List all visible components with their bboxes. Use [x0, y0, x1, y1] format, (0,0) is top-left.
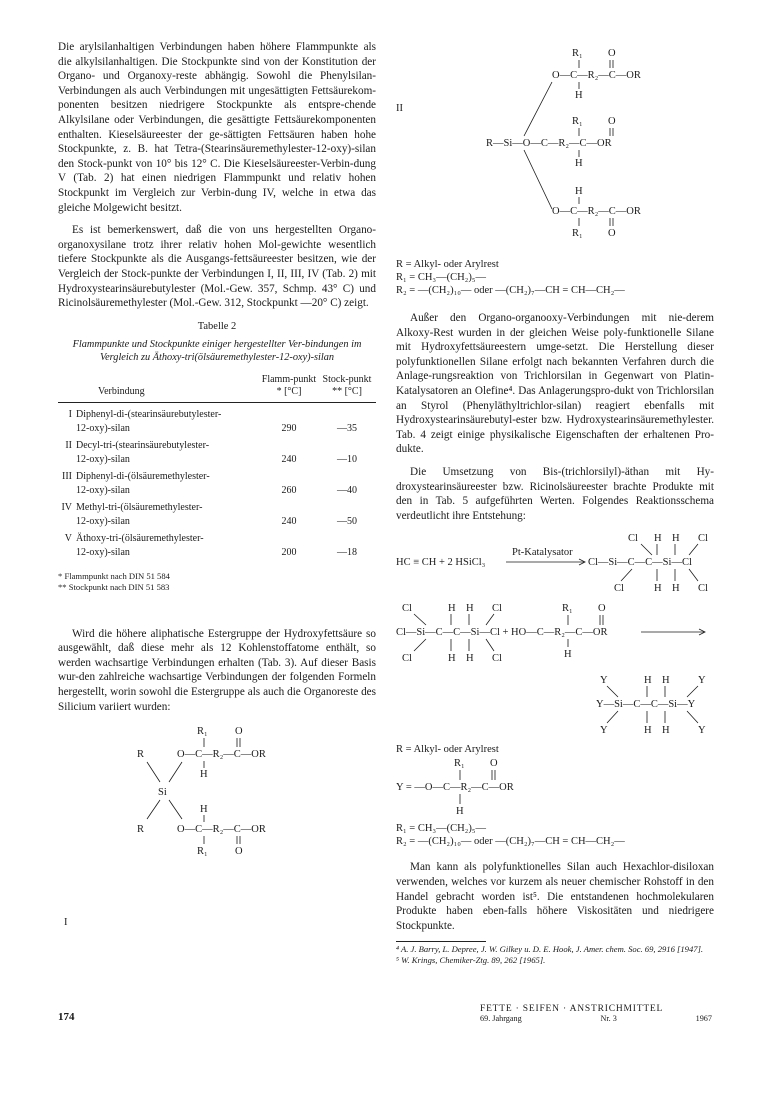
journal-date: 1967	[695, 1014, 712, 1023]
compound-number: I	[68, 408, 72, 420]
svg-text:O: O	[608, 48, 616, 59]
pour-point: —35	[337, 423, 357, 435]
svg-text:Y—Si—C—C—Si—Y: Y—Si—C—C—Si—Y	[596, 699, 696, 711]
svg-text:Cl: Cl	[492, 653, 502, 665]
compound-name: II Decyl-tri-(stearinsäurebutylester-	[58, 437, 260, 454]
substituent-legend	[396, 822, 714, 848]
footnote: ** Stockpunkt nach DIN 51 583	[58, 581, 170, 592]
compound-number: III	[62, 470, 72, 482]
svg-text:O—C—R₂—C—OR: O—C—R₂—C—OR	[552, 206, 641, 217]
svg-text:H: H	[672, 533, 680, 545]
left-column	[58, 40, 376, 872]
paragraph: Die Umsetzung von Bis-(trichlorsilyl)-äthan mit Hy-droxystearinsäureester bzw. Ricinolsäureester brachte Produkte mit den in Tab. 5 aufgeführten Werten. Folgendes Reaktionsschema verdeutlicht ihre Entstehung:	[396, 465, 714, 522]
journal-footer	[480, 1004, 712, 1023]
product-y	[396, 673, 714, 739]
atom-label: R₁	[197, 846, 208, 858]
svg-text:R₁: R₁	[562, 603, 573, 615]
pour-point: —50	[337, 516, 357, 528]
svg-text:H: H	[654, 533, 662, 545]
legend-line: R₂ = —(CH₂)₁₀— oder —(CH₂)₇—CH = CH—CH₂—	[396, 285, 625, 296]
flash-point: 290	[281, 423, 297, 435]
journal-title: FETTE · SEIFEN · ANSTRICHMITTEL	[480, 1004, 664, 1014]
svg-text:R₁: R₁	[454, 758, 465, 770]
svg-text:Y: Y	[600, 725, 608, 737]
table-row	[58, 453, 376, 468]
svg-text:Y: Y	[600, 675, 608, 687]
svg-text:Cl: Cl	[698, 533, 708, 545]
paragraph: Es ist bemerkenswert, daß die von uns hergestellten Organo-organoxysilane trotz ihrer relativ hohen Mol-gewichte wesentlich tiefere Stockpunkte als die Ausgangs-fettsäureester besitzen, wie der Vergleich der Stock-punkte der Verbindungen I, II, III, IV (Tab. 2) mit Hydroxystearinsäurebutylester (Mol.-Gew. 357, Schmp. 43° C) und Ricinolsäuremethylester (Mol.-Gew. 312, Stockpunkt —20° C) zeigt.	[58, 224, 376, 310]
col-header-flash: Flamm-punkt * [°C]	[261, 373, 317, 397]
compound-number: V	[64, 532, 72, 544]
svg-text:H: H	[654, 583, 662, 595]
svg-text:O: O	[608, 228, 616, 239]
reaction-step-2	[396, 601, 714, 673]
paragraph: Außer den Organo-organooxy-Verbindungen mit nie-derem Alkoxy-Rest wurden in der gleichen Weise poly-funktionelle Silane mit Hydroxyfettsäureestern umge-setzt. Die Herstellung dieser polyfunktionellen Silane erfolgt nach bekannten Verfahren durch die Anlage-rungsreaktion von Trichlorsilan in Gegenwart von Platin-Katalysatoren an Olefine⁴. Das Anlagerungspro-dukt von Trichlorsilan an Styrol (Phenyläthyltrichlor-silan) reagiert ebenfalls mit Hydroxystearinsäurebutyl-ester bzw. Hydroxystearinsäuremethylester. Tab. 4 zeigt einige physikalische Eigenschaften der erhaltenen Pro-dukte.	[396, 312, 714, 456]
reference: ⁴ A. J. Barry, L. Depree, J. W. Gilkey u. D. E. Hook, J. Amer. chem. Soc. 69, 2916 [1947].	[396, 944, 704, 955]
pour-point: —40	[337, 485, 357, 497]
substituent-legend	[396, 258, 714, 297]
svg-text:H: H	[575, 186, 583, 197]
legend-line: R₁ = CH₃—(CH₂)₅—	[396, 823, 486, 835]
svg-text:H: H	[564, 649, 572, 661]
table-row	[58, 499, 376, 516]
atom-label: Si	[158, 787, 167, 799]
data-table	[58, 372, 376, 561]
atom-label: R₁	[197, 726, 208, 738]
table-footnotes	[58, 571, 376, 593]
table-row	[58, 546, 376, 561]
table-title: Tabelle 2	[197, 320, 237, 332]
formula-label-i: I	[64, 917, 68, 928]
flash-point: 240	[281, 516, 297, 528]
svg-text:O: O	[490, 758, 498, 770]
table-row	[58, 468, 376, 485]
svg-text:O: O	[608, 116, 616, 127]
right-column	[396, 44, 714, 966]
compound-name: 12-oxy)-silan	[76, 516, 130, 528]
atom-label: R	[137, 824, 145, 836]
compound-name: 12-oxy)-silan	[76, 547, 130, 559]
legend-line: R₂ = —(CH₂)₁₀— oder —(CH₂)₇—CH = CH—CH₂—	[396, 836, 625, 848]
atom-label: O	[235, 726, 243, 738]
atom-label: H	[200, 804, 208, 816]
svg-text:Y: Y	[698, 725, 706, 737]
col-header-compound: Verbindung	[98, 385, 145, 397]
atom-label: H	[200, 769, 208, 781]
svg-text:Cl: Cl	[628, 533, 638, 545]
compound-name: 12-oxy)-silan	[76, 423, 130, 435]
svg-text:H: H	[662, 675, 670, 687]
formula-ii	[456, 44, 706, 256]
journal-issue: Nr. 3	[600, 1014, 617, 1023]
col-header-pour: Stock-punkt ** [°C]	[322, 373, 372, 397]
atom-label: O	[235, 846, 243, 858]
svg-text:Cl—Si—C—C—Si—Cl + HO—C—R₂—C—OR: Cl—Si—C—C—Si—Cl + HO—C—R₂—C—OR	[396, 627, 608, 639]
compound-name: 12-oxy)-silan	[76, 454, 130, 466]
paragraph: Man kann als polyfunktionelles Silan auch Hexachlor-disiloxan verwenden, welches vor kurzem als neuer chemischer Rohstoff in den Handel gebracht worden ist⁵. Die entstandenen hochmolekularen Produkte haben eben-falls höhere Viskositäten und niedrigere Stockpunkte.	[396, 861, 714, 932]
svg-text:H: H	[575, 90, 583, 101]
svg-text:Cl: Cl	[492, 603, 502, 615]
atom-label: O—C—R₂—C—OR	[177, 749, 266, 761]
svg-text:H: H	[662, 725, 670, 737]
svg-text:O—C—R₂—C—OR: O—C—R₂—C—OR	[552, 70, 641, 81]
compound-name: I Diphenyl-di-(stearinsäurebutylester-	[58, 402, 260, 422]
page-number: 174	[58, 1011, 75, 1023]
atom-label: O—C—R₂—C—OR	[177, 824, 266, 836]
compound-name: IV Methyl-tri-(ölsäuremethylester-	[58, 499, 260, 516]
svg-text:Y = —O—C—R₂—C—OR: Y = —O—C—R₂—C—OR	[396, 782, 514, 794]
svg-text:H: H	[466, 603, 474, 615]
formula-i	[107, 722, 327, 872]
table-caption: Flammpunkte und Stockpunkte einiger hergestellter Ver-bindungen im Vergleich zu Äthoxy-tri(ölsäuremethylester-12-oxy)-silan	[72, 338, 362, 363]
svg-text:H: H	[575, 158, 583, 169]
svg-text:H: H	[448, 653, 456, 665]
svg-text:Y: Y	[698, 675, 706, 687]
table-row	[58, 422, 376, 437]
svg-text:Cl—Si—C—C—Si—Cl: Cl—Si—C—C—Si—Cl	[588, 557, 692, 569]
svg-text:R—Si—O—C—R₂—C—OR: R—Si—O—C—R₂—C—OR	[486, 138, 612, 149]
paragraph: Die arylsilanhaltigen Verbindungen haben höhere Flammpunkte als die alkylsilanhaltigen. Die Stockpunkte sind von der Konstitution der Organo- und Organoxy-reste abhängig. Sowohl die Phenylsilan-Verbindungen als auch Verbindungen mit ungesättigten Fettsäurekom-ponenten besitzen niedrigere Stockpunkte als entspre-chende Alkylsilane oder Verbindungen, die gesättigte Fettsäurekomponenten enthalten. Kieselsäureester der ge-sättigten Fettsäuren haben hohe Stockpunkte, z. B. hat Tetra-(Stearinsäuremethylester-12-oxy)-silan den Stock-punkt von 10° bis 12° C. Die Kieselsäureester-Verbin-dung V (Tab. 2) hat einen niedrigen Flammpunkt und relativ hohen Stockpunkt im Vergleich zur Verbin-dung IV, welche in etwa das gleiche Molgewicht besitzt.	[58, 41, 376, 214]
svg-text:H: H	[456, 806, 464, 818]
flash-point: 260	[281, 485, 297, 497]
svg-text:Cl: Cl	[402, 603, 412, 615]
pour-point: —10	[337, 454, 357, 466]
compound-name: III Diphenyl-di-(ölsäuremethylester-	[58, 468, 260, 485]
y-definition	[396, 756, 714, 820]
atom-label: R	[137, 749, 145, 761]
svg-text:O: O	[598, 603, 606, 615]
legend-line: R₁ = CH₃—(CH₂)₅—	[396, 272, 486, 283]
table-row	[58, 402, 376, 422]
flash-point: 200	[281, 547, 297, 559]
catalyst-label: Pt-Katalysator	[512, 547, 573, 559]
flash-point: 240	[281, 454, 297, 466]
compound-number: IV	[61, 501, 72, 513]
svg-text:R₁: R₁	[572, 228, 583, 239]
footnote: * Flammpunkt nach DIN 51 584	[58, 570, 170, 581]
svg-text:Cl: Cl	[614, 583, 624, 595]
reference: ⁵ W. Krings, Chemiker-Ztg. 89, 262 [1965].	[396, 955, 546, 966]
table-row	[58, 515, 376, 530]
substituent-legend: R = Alkyl- oder Arylrest	[396, 744, 499, 756]
compound-name: V Äthoxy-tri-(ölsäuremethylester-	[58, 530, 260, 547]
table-row	[58, 484, 376, 499]
svg-text:H: H	[644, 725, 652, 737]
compound-number: II	[65, 439, 72, 451]
table-row	[58, 530, 376, 547]
journal-year: 69. Jahrgang	[480, 1014, 522, 1023]
pour-point: —18	[337, 547, 357, 559]
reactants: HC ≡ CH + 2 HSiCl₃	[396, 557, 486, 569]
table-row	[58, 437, 376, 454]
svg-text:Cl: Cl	[402, 653, 412, 665]
svg-text:H: H	[644, 675, 652, 687]
reaction-step-1	[396, 531, 714, 601]
svg-text:Cl: Cl	[698, 583, 708, 595]
svg-text:H: H	[466, 653, 474, 665]
svg-text:H: H	[672, 583, 680, 595]
svg-text:R₁: R₁	[572, 116, 583, 127]
svg-text:H: H	[448, 603, 456, 615]
formula-label-ii: II	[396, 103, 403, 114]
svg-text:R₁: R₁	[572, 48, 583, 59]
legend-line: R = Alkyl- oder Arylrest	[396, 259, 499, 270]
table-body	[58, 402, 376, 561]
paragraph: Wird die höhere aliphatische Estergruppe der Hydroxyfettsäure so ausgewählt, daß diese mehr als 12 Kohlenstoffatome enthält, so werden wachsartige Verbindungen erhalten (Tab. 3). Auf dieser Basis wur-den zahlreiche wachsartige Verbindungen der folgenden Formeln hergestellt, worin sowohl die Estergruppe als auch die Organoreste des Silicium variiert wurden:	[58, 627, 376, 713]
compound-name: 12-oxy)-silan	[76, 485, 130, 497]
